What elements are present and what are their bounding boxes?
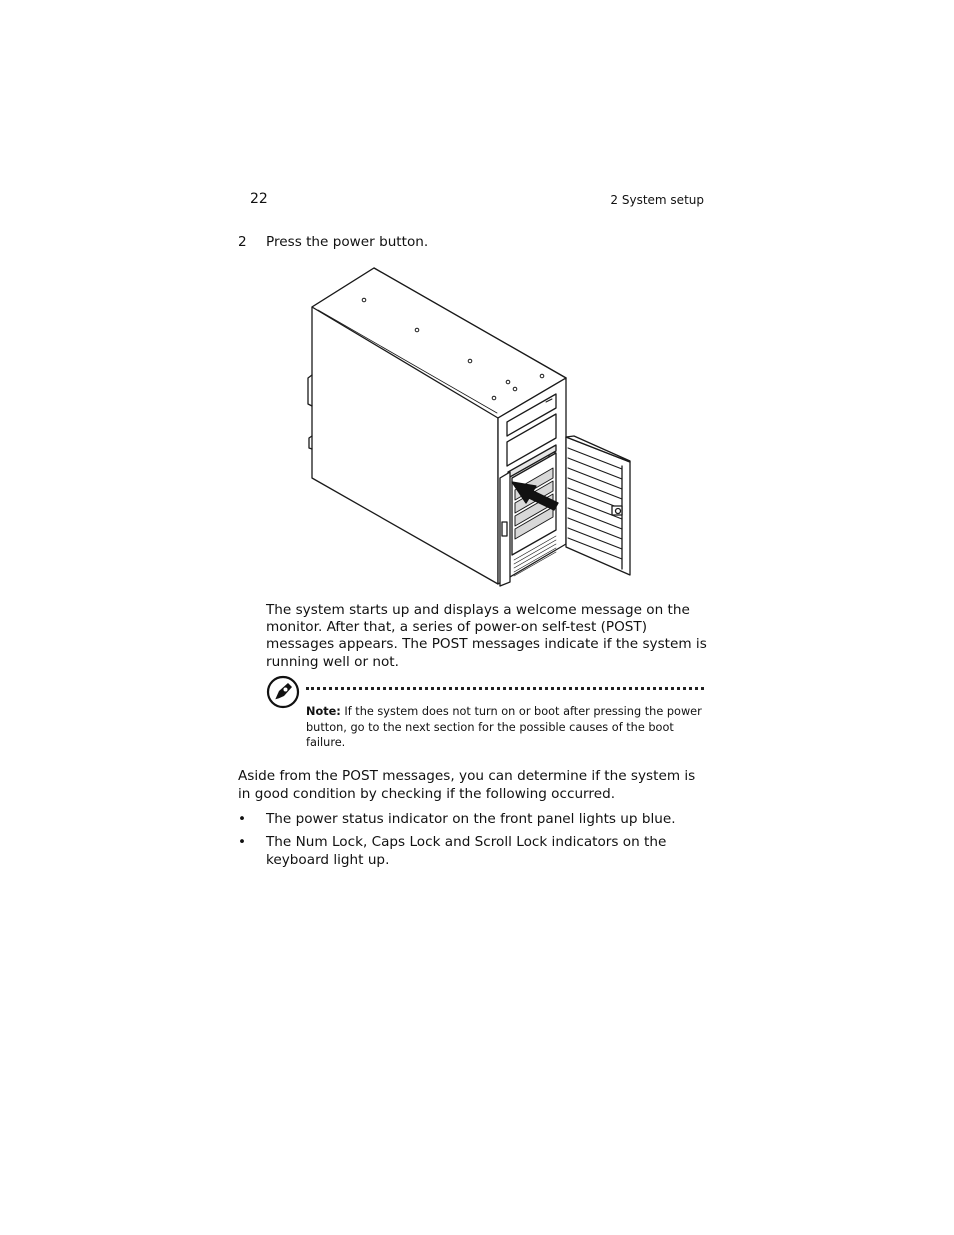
- bullet-mark: •: [238, 834, 247, 850]
- note-divider: [306, 687, 704, 690]
- step-item: [238, 234, 428, 250]
- step-text: Press the power button.: [266, 234, 429, 250]
- note-pen-icon: [266, 675, 300, 709]
- body-paragraph: The system starts up and displays a welcome message on the monitor. After that, a series of power-on self-test (POST) messages appears. The POST messages indicate if the system is running well or not.: [266, 602, 707, 670]
- step-number: 2: [238, 234, 247, 250]
- server-illustration: [298, 262, 638, 592]
- list-item: [238, 811, 708, 829]
- page-number: 22: [250, 191, 268, 207]
- list-item-text: The Num Lock, Caps Lock and Scroll Lock indicators on the keyboard light up.: [266, 834, 667, 868]
- running-header: 2 System setup: [610, 193, 704, 207]
- bullet-mark: •: [238, 811, 247, 827]
- note-label: Note:: [306, 705, 341, 718]
- note-body: If the system does not turn on or boot after pressing the power button, go to the next section for the possible causes of the boot failure.: [306, 705, 702, 749]
- body-paragraph-2: Aside from the POST messages, you can determine if the system is in good condition by checking if the following occurred.: [238, 768, 696, 802]
- list-item-text: The power status indicator on the front panel lights up blue.: [266, 811, 676, 827]
- list-item: [238, 834, 708, 869]
- note-text: [306, 704, 706, 751]
